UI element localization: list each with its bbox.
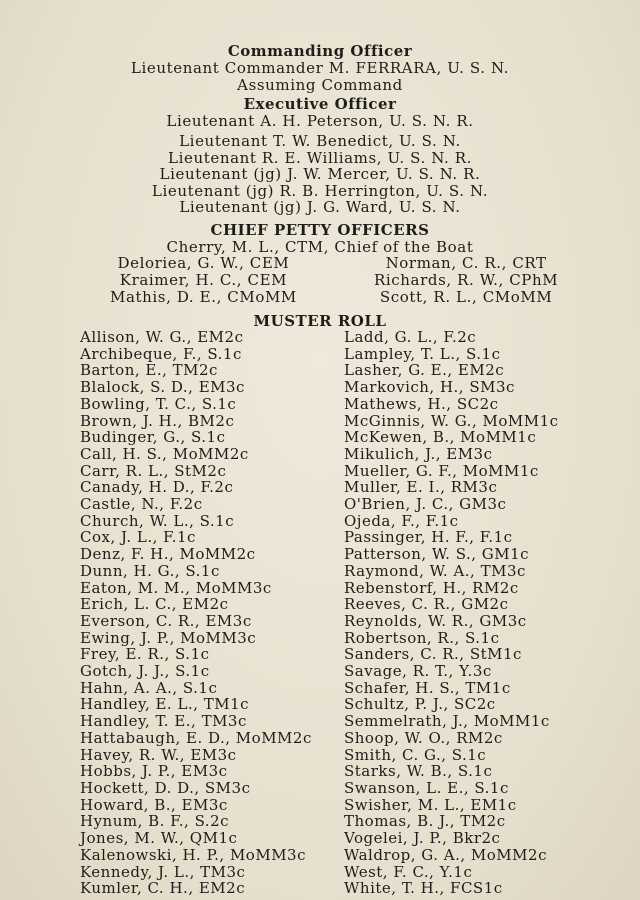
muster-roll-entry: Call, H. S., MoMM2c	[80, 444, 249, 463]
muster-roll-entry: Jones, M. W., QM1c	[80, 829, 238, 848]
muster-roll-entry: Rebenstorf, H., RM2c	[344, 578, 519, 597]
muster-roll-entry: Lasher, G. E., EM2c	[344, 361, 505, 380]
muster-roll-entry: Barton, E., TM2c	[80, 361, 218, 380]
muster-roll-entry: Blalock, S. D., EM3c	[80, 378, 245, 397]
muster-roll-entry: Church, W. L., S.1c	[80, 511, 235, 530]
muster-roll-entry: Robertson, R., S.1c	[344, 628, 500, 647]
officer-entry: Lieutenant (jg) R. B. Herrington, U. S. N.	[151, 181, 489, 200]
muster-roll-entry: Markovich, H., SM3c	[344, 378, 515, 397]
commanding-officer-section	[0, 43, 640, 93]
chief-of-the-boat: Cherry, M. L., CTM, Chief of the Boat	[166, 238, 474, 256]
muster-roll-entry: Vogelei, J. P., Bkr2c	[344, 829, 501, 848]
muster-roll-entry: Lampley, T. L., S.1c	[344, 344, 501, 363]
muster-roll-entry: Carr, R. L., StM2c	[80, 461, 227, 480]
muster-roll-entry: Shoop, W. O., RM2c	[344, 728, 503, 747]
officer-entry: Lieutenant (jg) J. W. Mercer, U. S. N. R.	[159, 165, 481, 183]
muster-roll-entry: Semmelrath, J., MoMM1c	[344, 712, 550, 731]
muster-roll-entry: Bowling, T. C., S.1c	[80, 394, 237, 413]
executive-officer-name: Lieutenant A. H. Peterson, U. S. N. R.	[166, 112, 474, 130]
executive-officer-section	[0, 96, 640, 130]
muster-roll-entry: Starks, W. B., S.1c	[344, 762, 493, 781]
muster-roll-column-right	[344, 329, 559, 897]
muster-roll-entry: White, T. H., FCS1c	[344, 879, 503, 898]
muster-roll-entry: Ojeda, F., F.1c	[344, 511, 459, 530]
muster-roll-entry: Cox, J. L., F.1c	[80, 528, 196, 547]
muster-roll-entry: Waldrop, G. A., MoMM2c	[344, 845, 547, 864]
muster-roll-entry: Hobbs, J. P., EM3c	[80, 762, 228, 781]
muster-roll-entry: Havey, R. W., EM3c	[80, 745, 237, 764]
officers-list	[0, 133, 640, 216]
muster-roll-entry: Handley, T. E., TM3c	[80, 712, 247, 731]
cpo-entry: Kraimer, H. C., CEM	[119, 271, 288, 289]
commanding-officer-heading: Commanding Officer	[227, 42, 413, 60]
muster-roll-entry: Muller, E. I., RM3c	[344, 478, 498, 497]
muster-roll-entry: Reynolds, W. R., GM3c	[344, 611, 527, 630]
muster-roll-entry: Everson, C. R., EM3c	[80, 611, 252, 630]
muster-roll-entry: Archibeque, F., S.1c	[80, 344, 242, 363]
muster-roll-entry: Schultz, P. J., SC2c	[344, 695, 496, 714]
officer-entry: Lieutenant (jg) J. G. Ward, U. S. N.	[179, 198, 461, 216]
muster-roll-entry: Eaton, M. M., MoMM3c	[80, 578, 272, 597]
muster-roll-entry: Kumler, C. H., EM2c	[80, 879, 246, 898]
muster-roll-entry: Hynum, B. F., S.2c	[80, 812, 230, 831]
muster-roll-heading: MUSTER ROLL	[253, 312, 387, 330]
muster-roll-entry: Passinger, H. F., F.1c	[344, 528, 513, 547]
muster-roll-entry: Ladd, G. L., F.2c	[344, 328, 477, 346]
cpo-entry: Mathis, D. E., CMoMM	[110, 288, 297, 306]
muster-roll-entry: Brown, J. H., BM2c	[80, 411, 235, 430]
muster-roll-entry: Mueller, G. F., MoMM1c	[344, 461, 539, 480]
muster-roll-entry: Schafer, H. S., TM1c	[344, 678, 511, 697]
muster-roll-entry: Denz, F. H., MoMM2c	[80, 545, 256, 564]
commanding-officer-name: Lieutenant Commander M. FERRARA, U. S. N.	[130, 59, 510, 77]
cpo-column-right	[374, 255, 558, 306]
cpo-entry: Scott, R. L., CMoMM	[379, 288, 553, 306]
muster-roll-section	[0, 312, 640, 898]
cpo-entry: Richards, R. W., CPhM	[374, 271, 559, 289]
muster-roll-entry: Dunn, H. G., S.1c	[80, 561, 220, 580]
muster-roll-entry: Canady, H. D., F.2c	[80, 478, 234, 497]
chief-petty-officers-heading: CHIEF PETTY OFFICERS	[210, 221, 430, 239]
muster-roll-entry: Raymond, W. A., TM3c	[344, 561, 526, 580]
muster-roll-entry: Allison, W. G., EM2c	[80, 328, 244, 346]
muster-roll-entry: Sanders, C. R., StM1c	[344, 645, 522, 664]
muster-roll-entry: Kalenowski, H. P., MoMM3c	[80, 845, 307, 864]
muster-roll-entry: Howard, B., EM3c	[80, 795, 228, 814]
muster-roll-entry: Castle, N., F.2c	[80, 495, 203, 514]
muster-roll-entry: Gotch, J. J., S.1c	[80, 662, 210, 681]
muster-roll-entry: Swanson, L. E., S.1c	[344, 778, 509, 797]
officer-entry: Lieutenant R. E. Williams, U. S. N. R.	[168, 148, 472, 167]
executive-officer-heading: Executive Officer	[243, 95, 397, 113]
cpo-column-left	[110, 255, 297, 306]
muster-roll-entry: Swisher, M. L., EM1c	[344, 795, 517, 814]
cpo-entry: Norman, C. R., CRT	[385, 254, 547, 272]
muster-roll-entry: Patterson, W. S., GM1c	[344, 545, 530, 564]
officer-entry: Lieutenant T. W. Benedict, U. S. N.	[179, 132, 461, 150]
muster-roll-entry: Ewing, J. P., MoMM3c	[80, 628, 257, 647]
muster-roll-entry: Mikulich, J., EM3c	[344, 444, 493, 463]
muster-roll-entry: Budinger, G., S.1c	[80, 428, 226, 447]
muster-roll-column-left	[80, 329, 312, 897]
muster-roll-entry: Handley, E. L., TM1c	[80, 695, 250, 714]
muster-roll-entry: Erich, L. C., EM2c	[80, 595, 229, 614]
muster-roll-entry: O'Brien, J. C., GM3c	[344, 495, 507, 514]
muster-roll-entry: McKewen, B., MoMM1c	[344, 428, 537, 447]
muster-roll-entry: Reeves, C. R., GM2c	[344, 595, 509, 614]
muster-roll-entry: Hattabaugh, E. D., MoMM2c	[80, 728, 312, 747]
muster-roll-entry: Smith, C. G., S.1c	[344, 745, 487, 764]
muster-roll-entry: Thomas, B. J., TM2c	[344, 812, 506, 831]
commanding-officer-note: Assuming Command	[237, 75, 403, 94]
muster-roll-entry: Mathews, H., SC2c	[344, 394, 499, 413]
muster-roll-entry: McGinnis, W. G., MoMM1c	[344, 411, 559, 430]
muster-roll-entry: Frey, E. R., S.1c	[80, 645, 210, 664]
muster-roll-entry: Hockett, D. D., SM3c	[80, 778, 251, 797]
muster-roll-entry: West, F. C., Y.1c	[344, 862, 473, 881]
muster-roll-entry: Savage, R. T., Y.3c	[344, 662, 492, 681]
cpo-entry: Deloriea, G. W., CEM	[117, 254, 290, 272]
muster-roll-entry: Hahn, A. A., S.1c	[80, 678, 218, 697]
muster-roll-entry: Kennedy, J. L., TM3c	[80, 862, 246, 881]
chief-petty-officers-section	[0, 221, 640, 306]
